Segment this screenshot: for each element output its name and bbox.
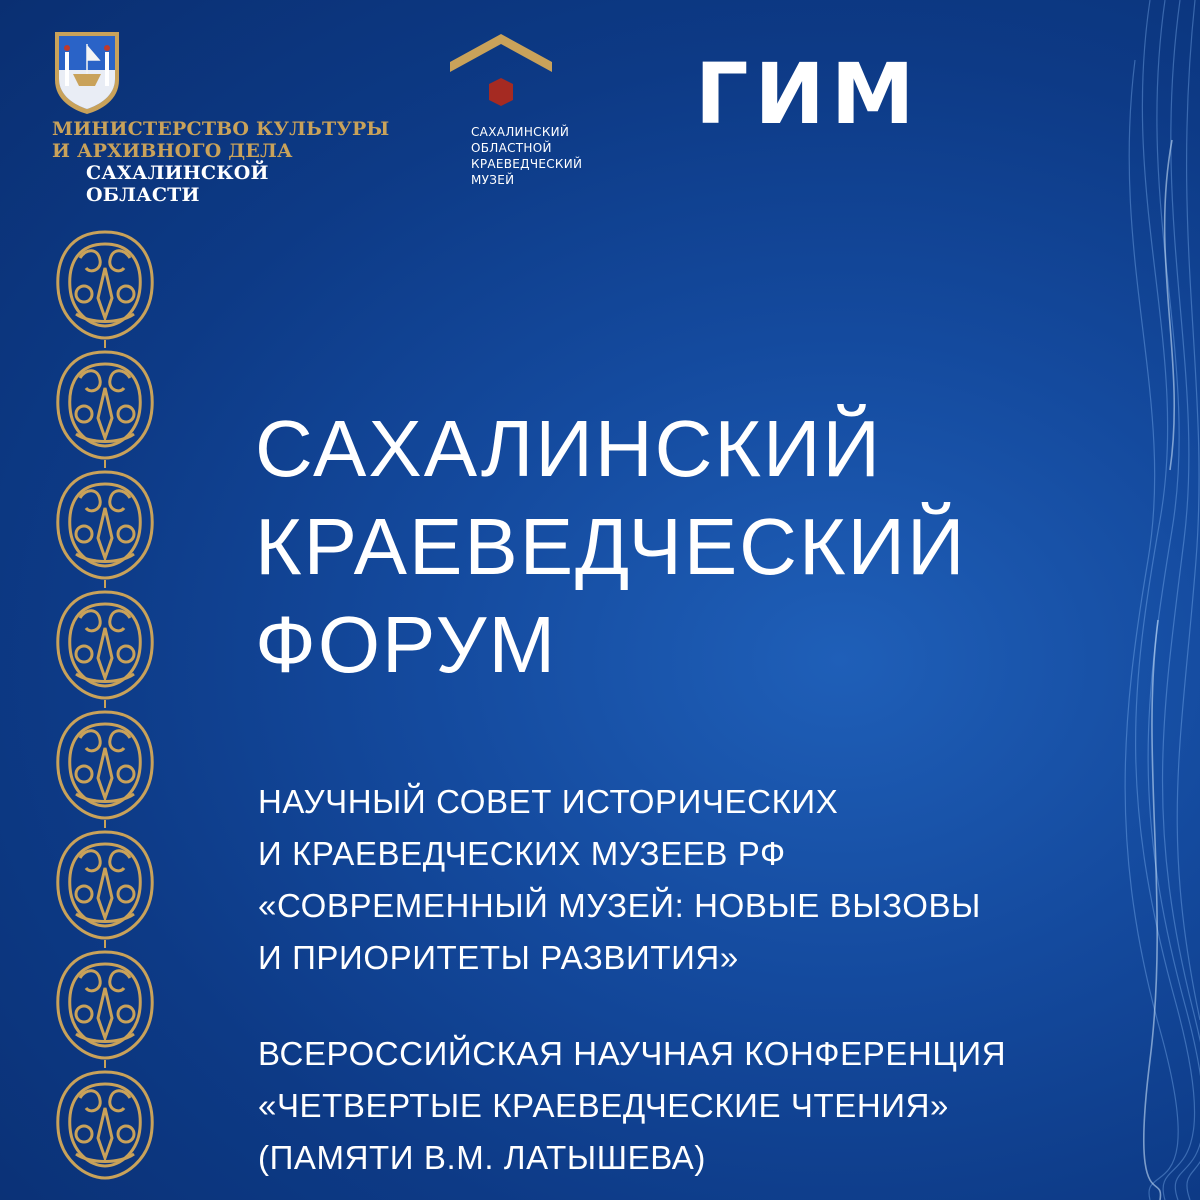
council-line-2: И КРАЕВЕДЧЕСКИХ МУЗЕЕВ РФ [258, 835, 786, 872]
council-line-1: НАУЧНЫЙ СОВЕТ ИСТОРИЧЕСКИХ [258, 783, 839, 820]
conference-line-1: ВСЕРОССИЙСКАЯ НАУЧНАЯ КОНФЕРЕНЦИЯ [258, 1035, 1007, 1072]
conference-text [258, 1028, 1006, 1184]
title-line-3: ФОРУМ [255, 600, 558, 689]
ainu-ornament-icon [50, 228, 160, 1200]
gim-logo: ГИМ [695, 45, 921, 143]
museum-line-1: САХАЛИНСКИЙ [471, 125, 570, 139]
title-line-2: КРАЕВЕДЧЕСКИЙ [255, 502, 967, 591]
museum-roof-logo-icon [446, 30, 556, 112]
title-line-1: САХАЛИНСКИЙ [255, 404, 882, 493]
scientific-council-text [258, 776, 981, 984]
museum-line-2: ОБЛАСТНОЙ [471, 141, 552, 155]
ministry-line-1: МИНИСТЕРСТВО КУЛЬТУРЫ [52, 118, 390, 140]
ministry-name [52, 118, 389, 206]
museum-line-4: МУЗЕЙ [471, 173, 515, 187]
sakhalin-coat-of-arms-icon [53, 30, 121, 116]
ministry-line-3: САХАЛИНСКОЙ [86, 162, 269, 184]
conference-line-2: «ЧЕТВЕРТЫЕ КРАЕВЕДЧЕСКИЕ ЧТЕНИЯ» [258, 1087, 949, 1124]
council-line-3: «СОВРЕМЕННЫЙ МУЗЕЙ: НОВЫЕ ВЫЗОВЫ [258, 887, 981, 924]
council-line-4: И ПРИОРИТЕТЫ РАЗВИТИЯ» [258, 939, 739, 976]
ministry-line-2: И АРХИВНОГО ДЕЛА [52, 140, 293, 162]
museum-name [471, 124, 582, 188]
forum-title [255, 400, 967, 694]
conference-line-3: (ПАМЯТИ В.М. ЛАТЫШЕВА) [258, 1139, 706, 1176]
ministry-line-4: ОБЛАСТИ [86, 184, 200, 206]
light-waves-decoration [1000, 0, 1200, 1200]
museum-line-3: КРАЕВЕДЧЕСКИЙ [471, 157, 583, 171]
